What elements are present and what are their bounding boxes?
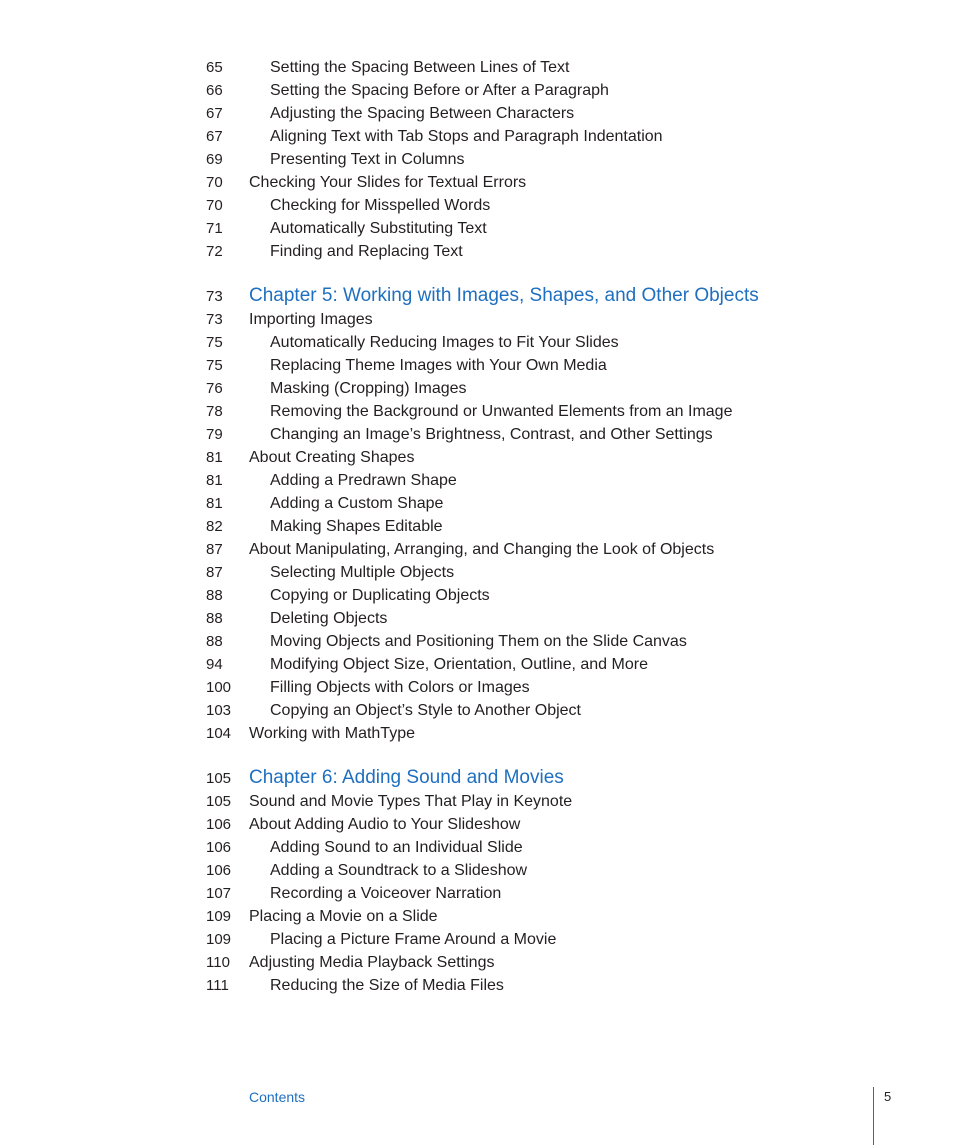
- toc-page-number: 110: [206, 954, 230, 971]
- toc-page-number: 87: [206, 541, 223, 558]
- toc-page-number: 78: [206, 403, 223, 420]
- toc-section-entry[interactable]: [206, 725, 846, 748]
- toc-page-number: 104: [206, 725, 232, 742]
- toc-title: Sound and Movie Types That Play in Keynote: [249, 793, 573, 810]
- toc-title: Adding Sound to an Individual Slide: [270, 839, 523, 856]
- toc-title: Placing a Movie on a Slide: [249, 908, 438, 925]
- footer-divider: [873, 1087, 874, 1145]
- toc-page-number: 88: [206, 633, 223, 650]
- toc-page-number: 88: [206, 610, 223, 627]
- toc-subsection-entry[interactable]: [206, 633, 846, 656]
- toc-section-entry[interactable]: [206, 908, 846, 931]
- toc-title: Filling Objects with Colors or Images: [270, 679, 530, 696]
- toc-title: Setting the Spacing Before or After a Paragraph: [270, 82, 609, 99]
- toc-title: Working with MathType: [249, 725, 415, 742]
- toc-subsection-entry[interactable]: [206, 243, 846, 266]
- toc-subsection-entry[interactable]: [206, 862, 846, 885]
- toc-subsection-entry[interactable]: [206, 977, 846, 1000]
- toc-section-entry[interactable]: [206, 449, 846, 472]
- toc-title: Masking (Cropping) Images: [270, 380, 467, 397]
- toc-title: Adjusting the Spacing Between Characters: [270, 105, 575, 122]
- toc-page-number: 105: [206, 793, 232, 810]
- toc-page-number: 72: [206, 243, 223, 260]
- toc-page-number: 106: [206, 839, 232, 856]
- toc-page-number: 79: [206, 426, 223, 443]
- toc-page-number: 109: [206, 931, 232, 948]
- toc-title: Adding a Soundtrack to a Slideshow: [270, 862, 528, 879]
- toc-title: Automatically Reducing Images to Fit Your Slides: [270, 334, 619, 351]
- toc-page-number: 70: [206, 174, 223, 191]
- toc-subsection-entry[interactable]: [206, 403, 846, 426]
- toc-page-number: 87: [206, 564, 223, 581]
- toc-subsection-entry[interactable]: [206, 59, 846, 82]
- toc-page-number: 82: [206, 518, 223, 535]
- toc-subsection-entry[interactable]: [206, 495, 846, 518]
- toc-title: Adding a Predrawn Shape: [270, 472, 457, 489]
- toc-title: Copying or Duplicating Objects: [270, 587, 490, 604]
- toc-title: Setting the Spacing Between Lines of Text: [270, 59, 570, 76]
- toc-page-number: 106: [206, 862, 232, 879]
- toc-title: Deleting Objects: [270, 610, 388, 627]
- toc-title: Removing the Background or Unwanted Elements from an Image: [270, 403, 733, 420]
- toc-subsection-entry[interactable]: [206, 518, 846, 541]
- toc-title: Making Shapes Editable: [270, 518, 443, 535]
- toc-subsection-entry[interactable]: [206, 656, 846, 679]
- toc-title: About Manipulating, Arranging, and Changing the Look of Objects: [249, 541, 715, 558]
- toc-page-number: 73: [206, 311, 223, 328]
- toc-page-number: 81: [206, 472, 223, 489]
- toc-title: Importing Images: [249, 311, 373, 328]
- toc-title: Checking Your Slides for Textual Errors: [249, 174, 527, 191]
- toc-subsection-entry[interactable]: [206, 885, 846, 908]
- toc-page-number: 81: [206, 449, 223, 466]
- toc-title: Adjusting Media Playback Settings: [249, 954, 495, 971]
- toc-page-number: 94: [206, 656, 223, 673]
- toc-section-entry[interactable]: [206, 954, 846, 977]
- toc-title: Selecting Multiple Objects: [270, 564, 455, 581]
- footer-section-label: Contents: [249, 1089, 306, 1105]
- toc-page-number: 67: [206, 128, 223, 145]
- toc-subsection-entry[interactable]: [206, 839, 846, 862]
- toc-subsection-entry[interactable]: [206, 587, 846, 610]
- toc-chapter-heading[interactable]: [206, 767, 846, 793]
- toc-page-number: 73: [206, 288, 223, 305]
- toc-title: Modifying Object Size, Orientation, Outline, and More: [270, 656, 648, 673]
- toc-section-entry[interactable]: [206, 816, 846, 839]
- toc-subsection-entry[interactable]: [206, 380, 846, 403]
- toc-subsection-entry[interactable]: [206, 220, 846, 243]
- toc-section-entry[interactable]: [206, 793, 846, 816]
- toc-subsection-entry[interactable]: [206, 610, 846, 633]
- toc-title: Chapter 6: Adding Sound and Movies: [249, 767, 564, 788]
- toc-page-number: 106: [206, 816, 232, 833]
- toc-title: Aligning Text with Tab Stops and Paragraph Indentation: [270, 128, 663, 145]
- toc-page-number: 111: [206, 977, 229, 994]
- toc-page-number: 75: [206, 357, 223, 374]
- toc-page-number: 103: [206, 702, 232, 719]
- toc-subsection-entry[interactable]: [206, 357, 846, 380]
- toc-subsection-entry[interactable]: [206, 472, 846, 495]
- toc-title: Presenting Text in Columns: [270, 151, 465, 168]
- toc-subsection-entry[interactable]: [206, 128, 846, 151]
- toc-subsection-entry[interactable]: [206, 564, 846, 587]
- toc-section-entry[interactable]: [206, 311, 846, 334]
- toc-subsection-entry[interactable]: [206, 82, 846, 105]
- toc-page-number: 75: [206, 334, 223, 351]
- toc-title: Recording a Voiceover Narration: [270, 885, 502, 902]
- toc-subsection-entry[interactable]: [206, 197, 846, 220]
- toc-page-number: 88: [206, 587, 223, 604]
- toc-page-number: 71: [206, 220, 223, 237]
- toc-title: Adding a Custom Shape: [270, 495, 444, 512]
- toc-title: Placing a Picture Frame Around a Movie: [270, 931, 557, 948]
- toc-title: About Adding Audio to Your Slideshow: [249, 816, 521, 833]
- toc-page-number: 105: [206, 770, 232, 787]
- toc-subsection-entry[interactable]: [206, 931, 846, 954]
- toc-page-number: 107: [206, 885, 232, 902]
- toc-title: Changing an Image’s Brightness, Contrast, and Other Settings: [270, 426, 713, 443]
- toc-page-number: 81: [206, 495, 223, 512]
- toc-page-number: 69: [206, 151, 223, 168]
- toc-page-number: 76: [206, 380, 223, 397]
- toc-title: About Creating Shapes: [249, 449, 415, 466]
- toc-subsection-entry[interactable]: [206, 151, 846, 174]
- footer-page-number: 5: [884, 1089, 892, 1104]
- toc-section-entry[interactable]: [206, 174, 846, 197]
- toc-title: Finding and Replacing Text: [270, 243, 463, 260]
- toc-page-number: 66: [206, 82, 223, 99]
- toc-chapter-heading[interactable]: [206, 285, 846, 311]
- toc-subsection-entry[interactable]: [206, 105, 846, 128]
- table-of-contents: [206, 59, 846, 1000]
- toc-title: Reducing the Size of Media Files: [270, 977, 504, 994]
- toc-page-number: 109: [206, 908, 232, 925]
- toc-title: Automatically Substituting Text: [270, 220, 487, 237]
- toc-page-number: 67: [206, 105, 223, 122]
- toc-title: Chapter 5: Working with Images, Shapes, and Other Objects: [249, 285, 759, 306]
- toc-title: Moving Objects and Positioning Them on the Slide Canvas: [270, 633, 687, 650]
- toc-subsection-entry[interactable]: [206, 679, 846, 702]
- toc-subsection-entry[interactable]: [206, 702, 846, 725]
- toc-section-entry[interactable]: [206, 541, 846, 564]
- toc-page-number: 100: [206, 679, 232, 696]
- toc-subsection-entry[interactable]: [206, 426, 846, 449]
- toc-page-number: 65: [206, 59, 223, 76]
- toc-title: Copying an Object’s Style to Another Object: [270, 702, 581, 719]
- toc-page-number: 70: [206, 197, 223, 214]
- toc-title: Checking for Misspelled Words: [270, 197, 491, 214]
- toc-subsection-entry[interactable]: [206, 334, 846, 357]
- toc-title: Replacing Theme Images with Your Own Media: [270, 357, 607, 374]
